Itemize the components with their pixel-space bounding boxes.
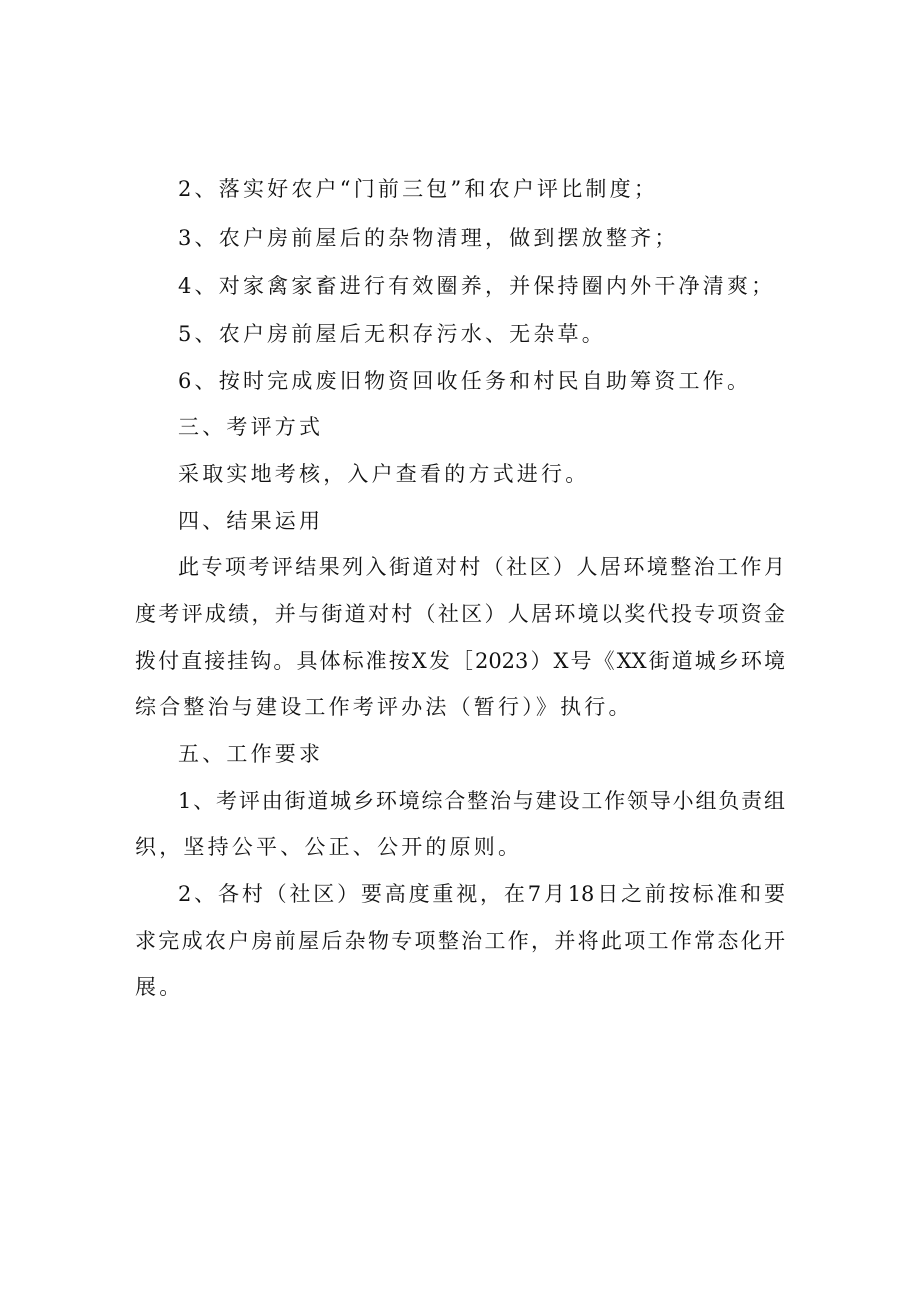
item-2: 2、落实好农户“门前三包”和农户评比制度； xyxy=(178,177,659,201)
section-heading-5: 五、工作要求 xyxy=(178,742,324,766)
requirement-2-line: 求完成农户房前屋后杂物专项整治工作，并将此项工作常态化开 xyxy=(135,929,785,953)
item-4: 4、对家禽家畜进行有效圈养，并保持圈内外干净清爽； xyxy=(178,274,776,298)
section-4-paragraph-line: 此专项考评结果列入街道对村（社区）人居环境整治工作月 xyxy=(178,555,785,579)
section-4-paragraph-line: 综合整治与建设工作考评办法（暂行）》执行。 xyxy=(135,695,633,719)
section-4-paragraph-line: 度考评成绩，并与街道对村（社区）人居环境以奖代投专项资金 xyxy=(135,602,785,626)
item-5: 5、农户房前屋后无积存污水、无杂草。 xyxy=(178,322,606,346)
requirement-2-line: 展。 xyxy=(135,975,184,999)
section-3-paragraph: 采取实地考核，入户查看的方式进行。 xyxy=(178,462,590,486)
item-3: 3、农户房前屋后的杂物清理，做到摆放整齐； xyxy=(178,226,679,250)
item-6: 6、按时完成废旧物资回收任务和村民自助筹资工作。 xyxy=(178,369,752,393)
requirement-1-line: 织，坚持公平、公正、公开的原则。 xyxy=(135,835,523,859)
section-heading-4: 四、结果运用 xyxy=(178,509,324,533)
section-heading-3: 三、考评方式 xyxy=(178,415,324,439)
requirement-2-line: 2、各村（社区）要高度重视，在7月18日之前按标准和要 xyxy=(178,882,785,906)
requirement-1-line: 1、考评由街道城乡环境综合整治与建设工作领导小组负责组 xyxy=(178,789,785,813)
section-4-paragraph-line: 拨付直接挂钩。具体标准按X发［2023）X号《XX街道城乡环境 xyxy=(135,649,785,673)
